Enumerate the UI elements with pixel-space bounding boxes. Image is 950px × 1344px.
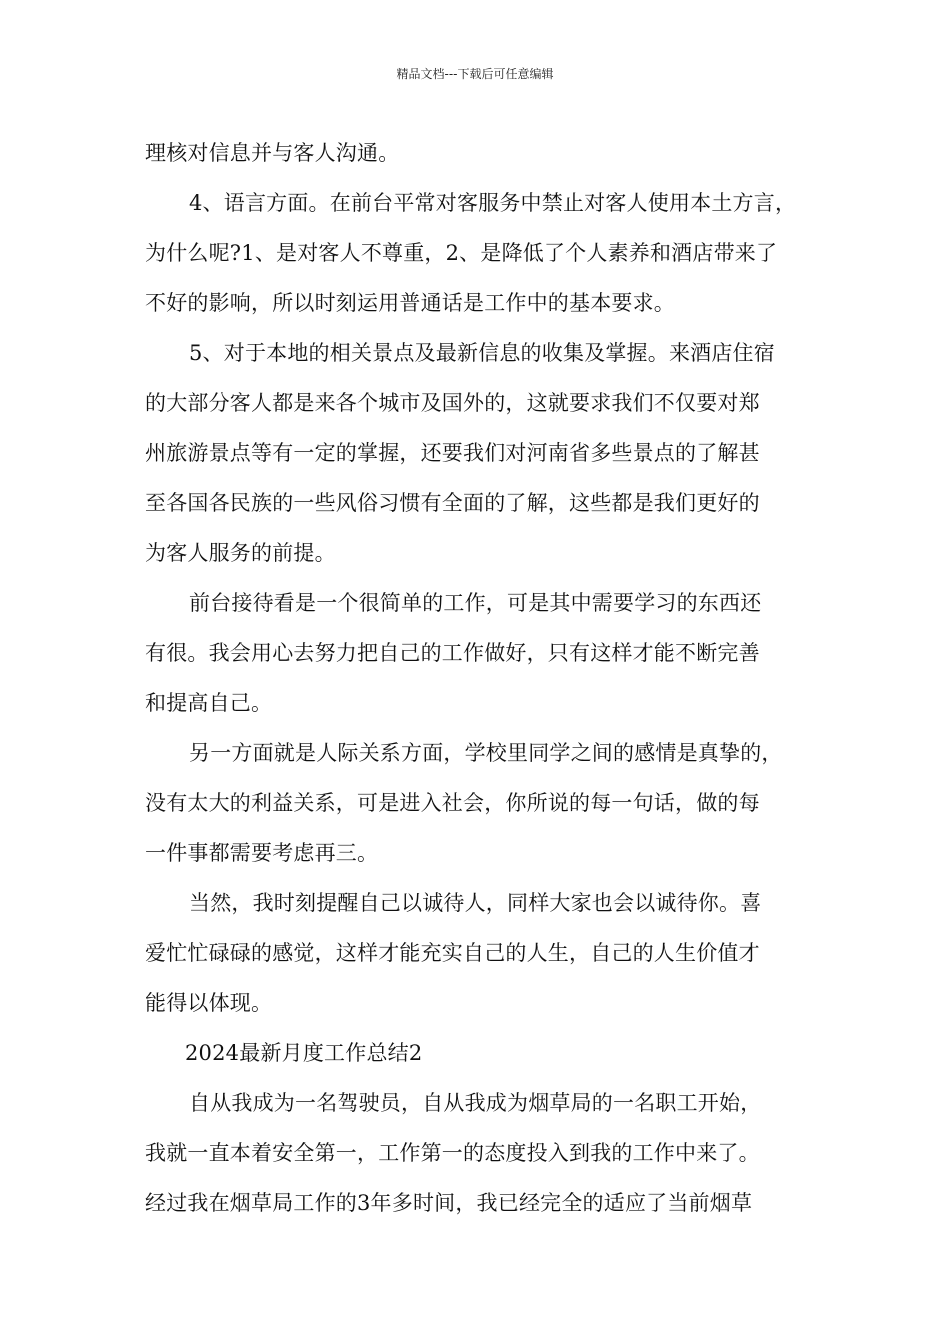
text-line: 至各国各民族的一些风俗习惯有全面的了解，这些都是我们更好的 [145,491,760,515]
text-line: 当然，我时刻提醒自己以诚待人，同样大家也会以诚待你。喜 [189,891,762,915]
text-line: 我就一直本着安全第一，工作第一的态度投入到我的工作中来了。 [145,1141,760,1165]
text-line: 爱忙忙碌碌的感觉，这样才能充实自己的人生，自己的人生价值才 [145,941,760,965]
text-line: 州旅游景点等有一定的掌握，还要我们对河南省多些景点的了解甚 [145,441,760,465]
text-line: 和提高自己。 [145,691,273,715]
text-line: 没有太大的利益关系，可是进入社会，你所说的每一句话，做的每 [145,791,760,815]
text-line: 5、对于本地的相关景点及最新信息的收集及掌握。来酒店住宿 [189,341,775,365]
text-line: 有很。我会用心去努力把自己的工作做好，只有这样才能不断完善 [145,641,760,665]
text-line: 经过我在烟草局工作的3年多时间，我已经完全的适应了当前烟草 [145,1191,753,1215]
text-line: 不好的影响，所以时刻运用普通话是工作中的基本要求。 [145,291,675,315]
text-line: 4、语言方面。在前台平常对客服务中禁止对客人使用本土方言， [189,191,797,215]
section-heading: 2024最新月度工作总结2 [185,1041,423,1065]
text-line: 一件事都需要考虑再三。 [145,841,379,865]
text-line: 另一方面就是人际关系方面，学校里同学之间的感情是真挚的， [189,741,783,765]
text-line: 理核对信息并与客人沟通。 [145,141,400,165]
text-line: 的大部分客人都是来各个城市及国外的，这就要求我们不仅要对郑 [145,391,760,415]
text-line: 为什么呢?1、是对客人不尊重，2、是降低了个人素养和酒店带来了 [145,241,778,265]
text-line: 前台接待看是一个很简单的工作，可是其中需要学习的东西还 [189,591,762,615]
text-line: 能得以体现。 [145,991,273,1015]
document-body [145,128,811,1228]
page-header: 精品文档---下载后可任意编辑 [396,67,554,81]
text-line: 自从我成为一名驾驶员，自从我成为烟草局的一名职工开始， [189,1091,762,1115]
text-line: 为客人服务的前提。 [145,541,336,565]
